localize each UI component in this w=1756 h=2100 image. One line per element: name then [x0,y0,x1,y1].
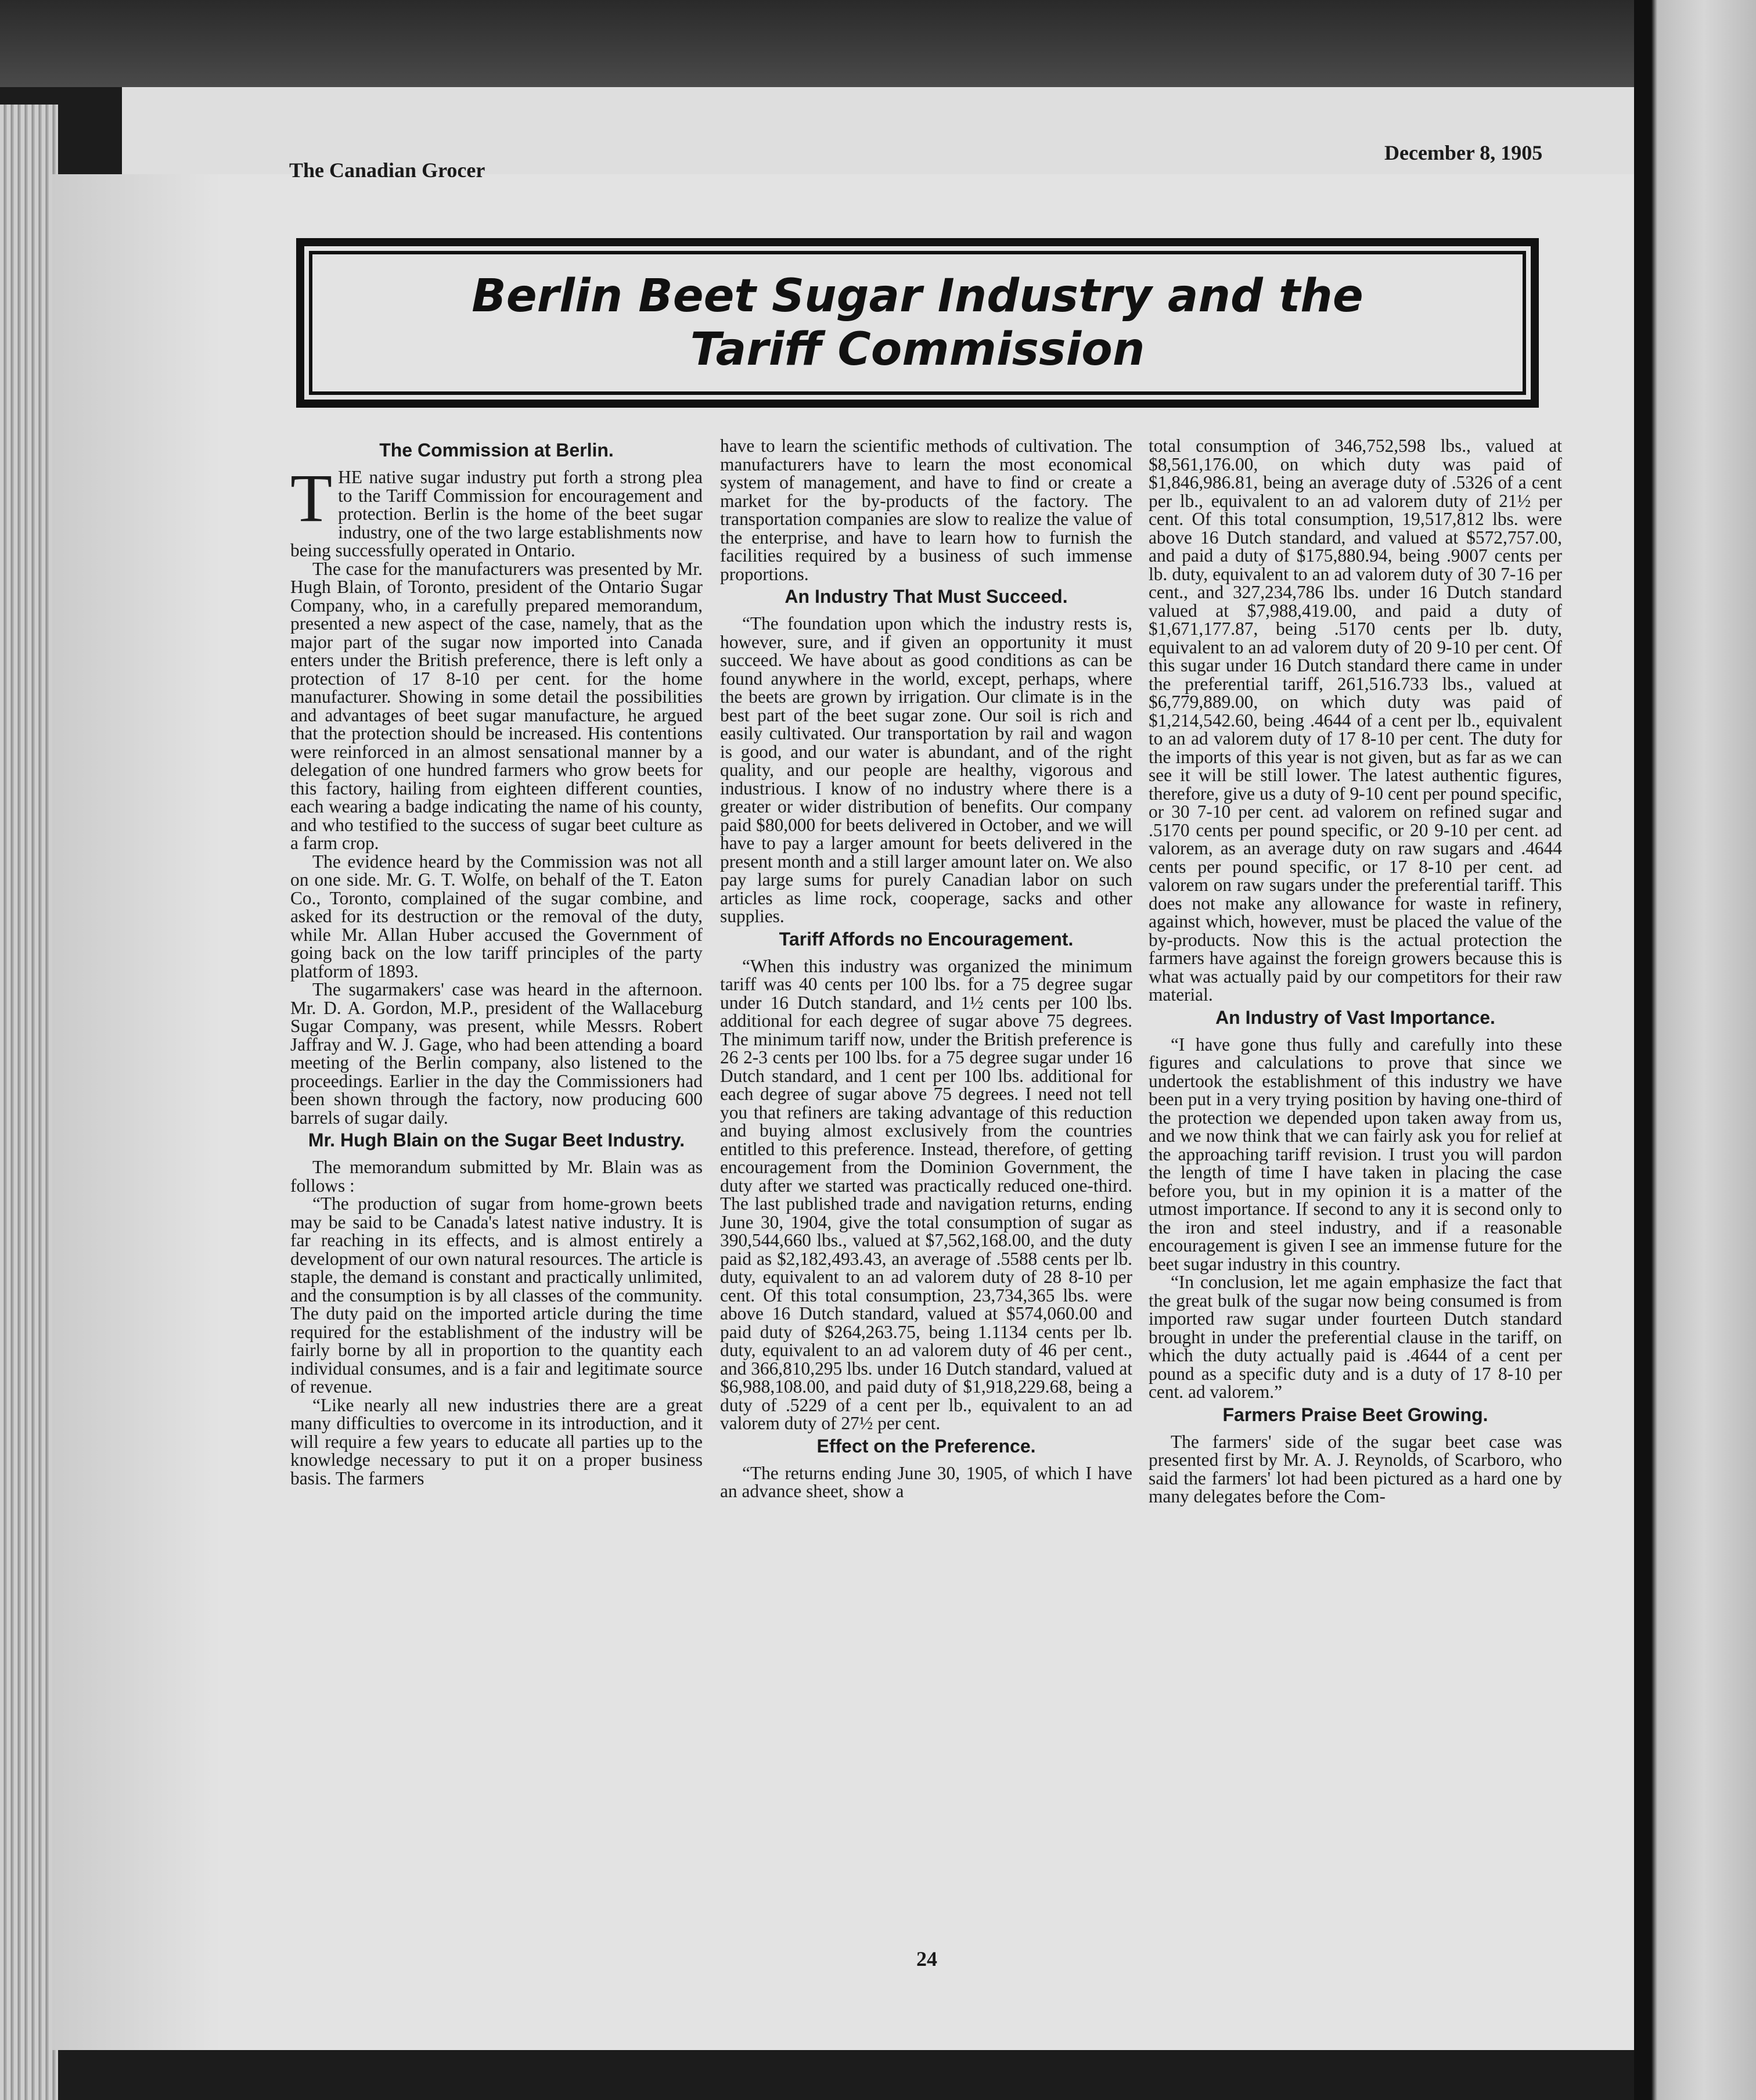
paragraph: “The returns ending June 30, 1905, of which I have an advance sheet, show a [720,1462,1132,1501]
section-heading: Farmers Praise Beet Growing. [1222,1404,1488,1425]
title-line-2: Tariff Commission [690,323,1145,376]
article-title [309,251,1526,395]
column-3 [1149,437,1562,1958]
paragraph: The farmers' side of the sugar beet case was presented first by Mr. A. J. Reynolds, of Scarboro, who said the farmers' lot had been pictured as a hard one by many delegates before the Com- [1149,1431,1562,1506]
drop-cap: T [290,460,333,536]
paragraph: “Like nearly all new industries there are a great many difficulties to overcome in its introduction, and it will require a few years to educate all parties up to the knowledge necessary to put it on a proper business basis. The farmers [290,1394,703,1488]
paragraph: The memorandum submitted by Mr. Blain was as follows : [290,1157,703,1196]
paragraph: “In conclusion, let me again emphasize the fact that the great bulk of the sugar now being consumed is from imported raw sugar under fourteen Dutch standard brought in under the preferential clause in the tariff, on which the duty actually paid is .4644 of a cent per pound as a specific duty and is a duty of 17 8-10 per cent. ad valorem.” [1149,1272,1562,1402]
column-2 [720,437,1132,1958]
scan-right-edge [1634,0,1756,2100]
paragraph [290,460,703,560]
paragraph: total consumption of 346,752,598 lbs., valued at $8,561,176.00, on which duty was paid of $1,846,986.81, being an average duty of .5326 of a cent per lb., equivalent to an ad valorem duty of 21½ per cent. Of this total consumption, 19,517,812 lbs. were above 16 Dutch standard, and valued at $572,757.00, and paid a duty of $175,880.94, being .9007 cents per lb. duty, equivalent to an ad valorem duty of 30 7-16 per cent., and 327,234,786 lbs. under 16 Dutch standard valued at $7,988,419.00, and paid a duty of $1,671,177.87, being .5170 cents per lb. duty, equivalent to an ad valorem duty of 20 9-10 per cent. Of this sugar under 16 Dutch standard there came in under the preferential tariff, 261,516.733 lbs., valued at $6,779,889.00, on which duty was paid of $1,214,542.60, being .4644 of a cent per lb., equivalent to an ad valorem duty of 17 8-10 per cent. The duty for the imports of this year is not given, but as far as we can see it will be still lower. The latest authentic figures, therefore, give us a duty of 9-10 cent per pound specific, or 30 7-10 per cent. ad valorem on refined sugar and .5170 cents per pound specific, or 20 9-10 per cent. ad valorem, as an average duty on raw sugars and .4644 cents per pound specific, or 17 8-10 per cent. ad valorem on raw sugars under the preferential tariff. This does not make any allowance for waste in refinery, against which, however, must be placed the value of the by-products. Now this is the actual protection the farmers have against the foreign growers because this is what was actually paid by our competitors for their raw material. [1149,437,1562,1005]
paragraph: The case for the manufacturers was presented by Mr. Hugh Blain, of Toronto, president of the Ontario Sugar Company, who, in a carefully prepared memorandum, presented a new aspect of the case, namely, that as the major part of the sugar now imported into Canada enters under the British preference, there is left only a protection of 17 8-10 per cent. for the home manufacturer. Showing in some detail the possibilities and advantages of beet sugar manufacture, he argued that the protection should be increased. His contentions were reinforced in an almost sensational manner by a delegation of one hundred farmers who grow beets for this factory, hailing from eighteen different counties, each wearing a badge indicating the name of his county, and who testified to the success of sugar beet culture as a farm crop. [290,558,703,853]
section-heading: An Industry of Vast Importance. [1215,1006,1495,1028]
column-1 [290,437,703,1958]
paragraph: have to learn the scientific methods of cultivation. The manufacturers have to learn the most economical system of management, and have to find or create a market for the by-products of the factory. The transportation companies are slow to realize the value of the enterprise, and have to learn how to furnish the facilities required by a business of such immense proportions. [720,437,1132,584]
paragraph: “The foundation upon which the industry rests is, however, sure, and if given an opportunity it must succeed. We have about as good conditions as can be found anywhere in the world, except, perhaps, where the beets are grown by irrigation. Our climate is in the best part of the beet sugar zone. Our soil is rich and easily cultivated. Our transportation by rail and wagon is good, and our water is abundant, and of the right quality, and our people are healthy, vigorous and industrious. I know of no industry where there is a greater or wider distribution of benefits. Our company paid $80,000 for beets delivered in October, and we will have to pay a larger amount for beets delivered in the present month and a still larger amount later on. We also pay large sums for purely Canadian labor on such articles as lime rock, cooperage, sacks and other supplies. [720,613,1132,926]
title-line-1: Berlin Beet Sugar Industry and the [472,269,1363,322]
paragraph: “The production of sugar from home-grown beets may be said to be Canada's latest native industry. It is far reaching in its effects, and is almost entirely a development of our own natural resources. The article is staple, the demand is constant and practically unlimited, and the consumption is by all classes of the community. The duty paid on the imported article during the time required for the establishment of the industry will be fairly borne by all in proportion to the quantity each individual consumes, and is a fair and legitimate source of revenue. [290,1193,703,1397]
paragraph: “When this industry was organized the minimum tariff was 40 cents per 100 lbs. for a 75 degree sugar under 16 Dutch standard, and 1½ cents per 100 lbs. additional for each degree of sugar above 75 degrees. The minimum tariff now, under the British preference is 26 2-3 cents per 100 lbs. for a 75 degree sugar under 16 Dutch standard, and 1 cent per 100 lbs. additional for each degree of sugar above 75 degrees. I need not tell you that refiners are taking advantage of this reduction and buying almost exclusively from the countries entitled to this preference. Instead, therefore, of getting encouragement from the Dominion Government, the duty after we started was practically reduced one-third. The last published trade and navigation returns, ending June 30, 1904, give the total consumption of sugar as 390,544,660 lbs., valued at $7,562,168.00, and the duty paid as $2,182,493.43, an average of .5588 cents per lb. duty, equivalent to an ad valorem duty of 28 8-10 per cent. Of this total consumption, 23,734,365 lbs. were above 16 Dutch standard, valued at $574,060.00 and paid duty of $264,263.75, being 1.1134 cents per lb. duty, equivalent to an ad valorem duty of 46 per cent., and 366,810,295 lbs. under 16 Dutch standard, valued at $6,988,108.00, and paid duty of $1,918,229.68, being a duty of .5229 of a cent per lb., equivalent to an ad valorem duty of 27½ per cent. [720,955,1132,1433]
section-heading: Effect on the Preference. [816,1435,1036,1457]
issue-date: December 8, 1905 [1384,141,1543,164]
section-heading: Mr. Hugh Blain on the Sugar Beet Industry. [308,1130,685,1150]
publication-name: The Canadian Grocer [289,159,485,182]
scan-top-band [0,0,1756,87]
paragraph: “I have gone thus fully and carefully into these figures and calculations to prove that since we undertook the establishment of this industry we have been put in a very trying position by having one-third of the protection we depended upon taken away from us, and we now think that we can fairly ask you for relief at the approaching tariff revision. I trust you will pardon the length of time I have taken in placing the case before you, but in my opinion it is a matter of the utmost importance. If second to any it is second only to the iron and steel industry, and if a reasonable encouragement is given I see an immense future for the beet sugar industry in this country. [1149,1034,1562,1274]
title-frame [296,238,1539,408]
page-number: 24 [916,1947,937,1970]
section-heading: Tariff Affords no Encouragement. [779,928,1074,950]
paragraph-text: HE native sugar industry put forth a strong plea to the Tariff Commission for encouragement and protection. Berlin is the home of the beet sugar industry, one of the two large establishments now being successfully operated in Ontario. [290,467,703,560]
book-page-stack [0,105,58,2100]
paragraph: The sugarmakers' case was heard in the afternoon. Mr. D. A. Gordon, M.P., president of the Wallaceburg Sugar Company, was present, while Messrs. Robert Jaffray and W. J. Gage, who had been attending a board meeting of the Berlin company, also listened to the proceedings. Earlier in the day the Commissioners had been shown through the factory, now producing 600 barrels of sugar daily. [290,979,703,1128]
section-heading: The Commission at Berlin. [379,440,614,461]
gutter-shadow [52,174,221,2050]
section-heading: An Industry That Must Succeed. [785,586,1068,607]
paragraph: The evidence heard by the Commission was not all on one side. Mr. G. T. Wolfe, on behalf of the T. Eaton Co., Toronto, complained of the sugar combine, and asked for its destruction or the removal of the duty, while Mr. Allan Huber accused the Government of going back on the low tariff principles of the party platform of 1893. [290,851,703,981]
